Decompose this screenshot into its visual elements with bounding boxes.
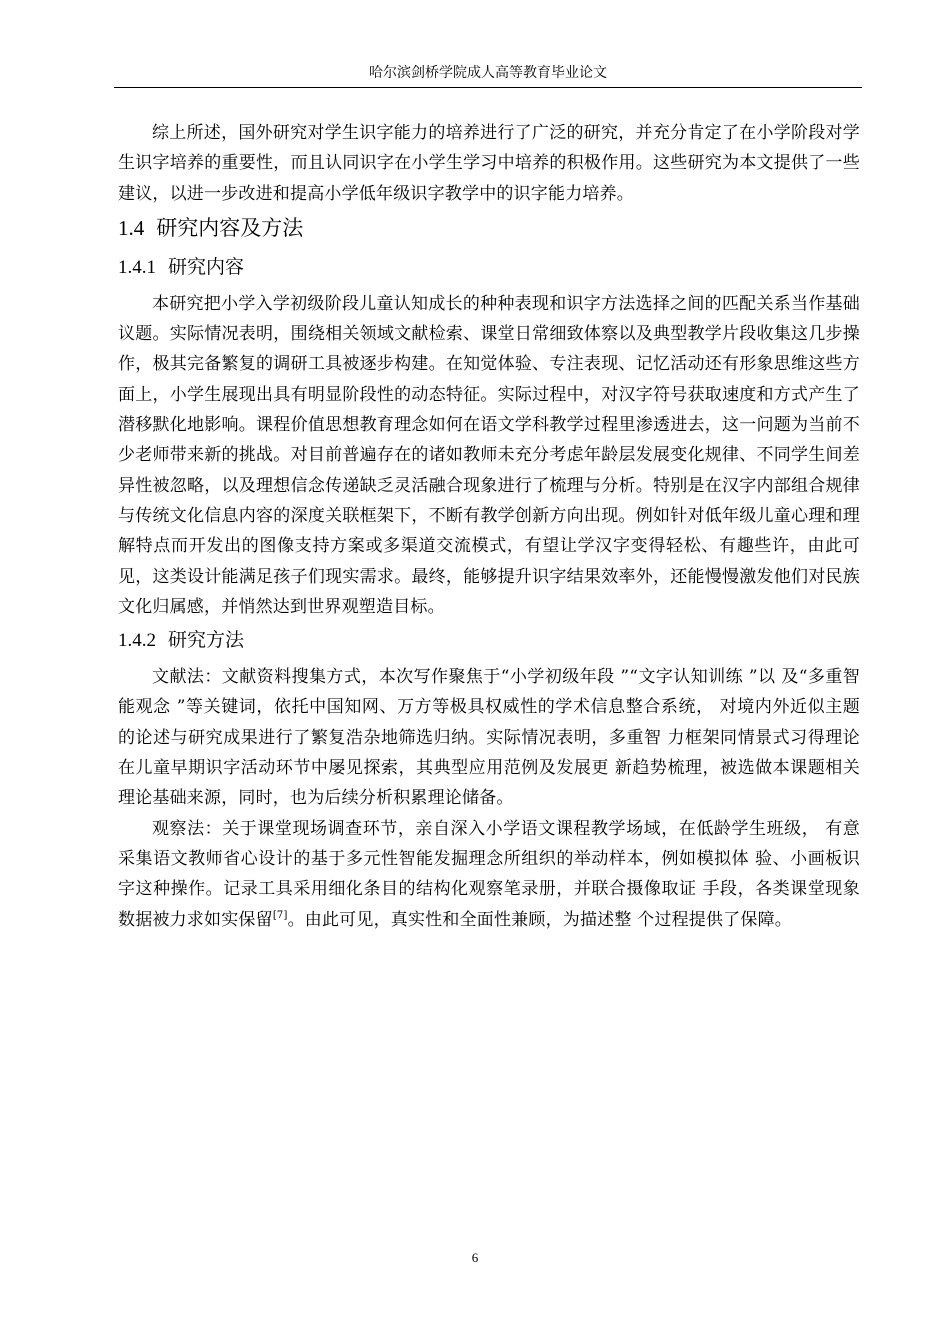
paragraph-observation-method <box>118 814 860 935</box>
paragraph-research-content: 本研究把小学入学初级阶段儿童认知成长的种种表现和识字方法选择之间的匹配关系当作基础议题。实际情况表明，围绕相关领域文献检索、课堂日常细致体察以及典型教学片段收集这几步操作，极其完备繁复的调研工具被逐步构建。在知觉体验、专注表现、记忆活动还有形象思维这些方面上，小学生展现出具有明显阶段性的动态特征。实际过程中，对汉字符号获取速度和方式产生了潜移默化地影响。课程价值思想教育理念如何在语文学科教学过程里渗透进去，这一问题为当前不少老师带来新的挑战。对目前普遍存在的诸如教师未充分考虑年龄层发展变化规律、不同学生间差异性被忽略，以及理想信念传递缺乏灵活融合现象进行了梳理与分析。特别是在汉字内部组合规律与传统文化信息内容的深度关联框架下，不断有教学创新方向出现。例如针对低年级儿童心理和理解特点而开发出的图像支持方案或多渠道交流模式，有望让学汉字变得轻松、有趣些许，由此可见，这类设计能满足孩子们现实需求。最终，能够提升识字结果效率外，还能慢慢激发他们对民族文化归属感，并悄然达到世界观塑造目标。 <box>118 293 860 617</box>
paragraph-literature-method: 文献法：文献资料搜集方式，本次写作聚焦于“小学初级年段 ”“文字认知训练 ”以 及“多重智能观念 ”等关键词，依托中国知网、万方等极具权威性的学术信息整合系统， 对境内外近似主题的论述与研究成果进行了繁复浩杂地筛选归纳。实际情况表明，多重智 力框架同情景式习得理论在儿童早期识字活动环节中屡见探索，其典型应用范例及发展更 新趋势梳理，被选做本课题相关理论基础来源，同时，也为后续分析积累理论储备。 <box>118 667 860 809</box>
observation-text: 观察法：关于课堂现场调查环节，亲自深入小学语文课程教学场域，在低龄学生班级， 有意采集语文教师省心设计的基于多元性智能发掘理念所组织的举动样本，例如模拟体 验、小画板识字这种操作。记录工具采用细化条目的结构化观察笔录册，并联合摄像取证 手段，各类课堂现象数据被力求如实保留 <box>118 818 860 930</box>
section-heading-1-4 <box>118 209 860 249</box>
page-number: 6 <box>471 1250 479 1265</box>
subsection-heading-1-4-1 <box>118 249 860 289</box>
running-header: 哈尔滨剑桥学院成人高等教育毕业论文 <box>369 65 607 81</box>
page-body <box>118 118 860 935</box>
citation-reference: [7] <box>272 909 288 921</box>
observation-text-tail: 。由此可见，真实性和全面性兼顾，为描述整 个过程提供了保障。 <box>287 909 792 930</box>
section-number: 1.4 <box>118 215 145 240</box>
subsection-title: 研究内容 <box>168 255 245 278</box>
paragraph-summary: 综上所述，国外研究对学生识字能力的培养进行了广泛的研究，并充分肯定了在小学阶段对学生识字培养的重要性，而且认同识字在小学生学习中培养的积极作用。这些研究为本文提供了一些建议，以进一步改进和提高小学低年级识字教学中的识字能力培养。 <box>118 123 860 204</box>
subsection-number: 1.4.1 <box>118 256 156 278</box>
section-title: 研究内容及方法 <box>156 215 304 240</box>
header-divider <box>114 87 862 88</box>
subsection-number: 1.4.2 <box>118 630 156 652</box>
subsection-title: 研究方法 <box>168 629 245 652</box>
subsection-heading-1-4-2 <box>118 622 860 662</box>
